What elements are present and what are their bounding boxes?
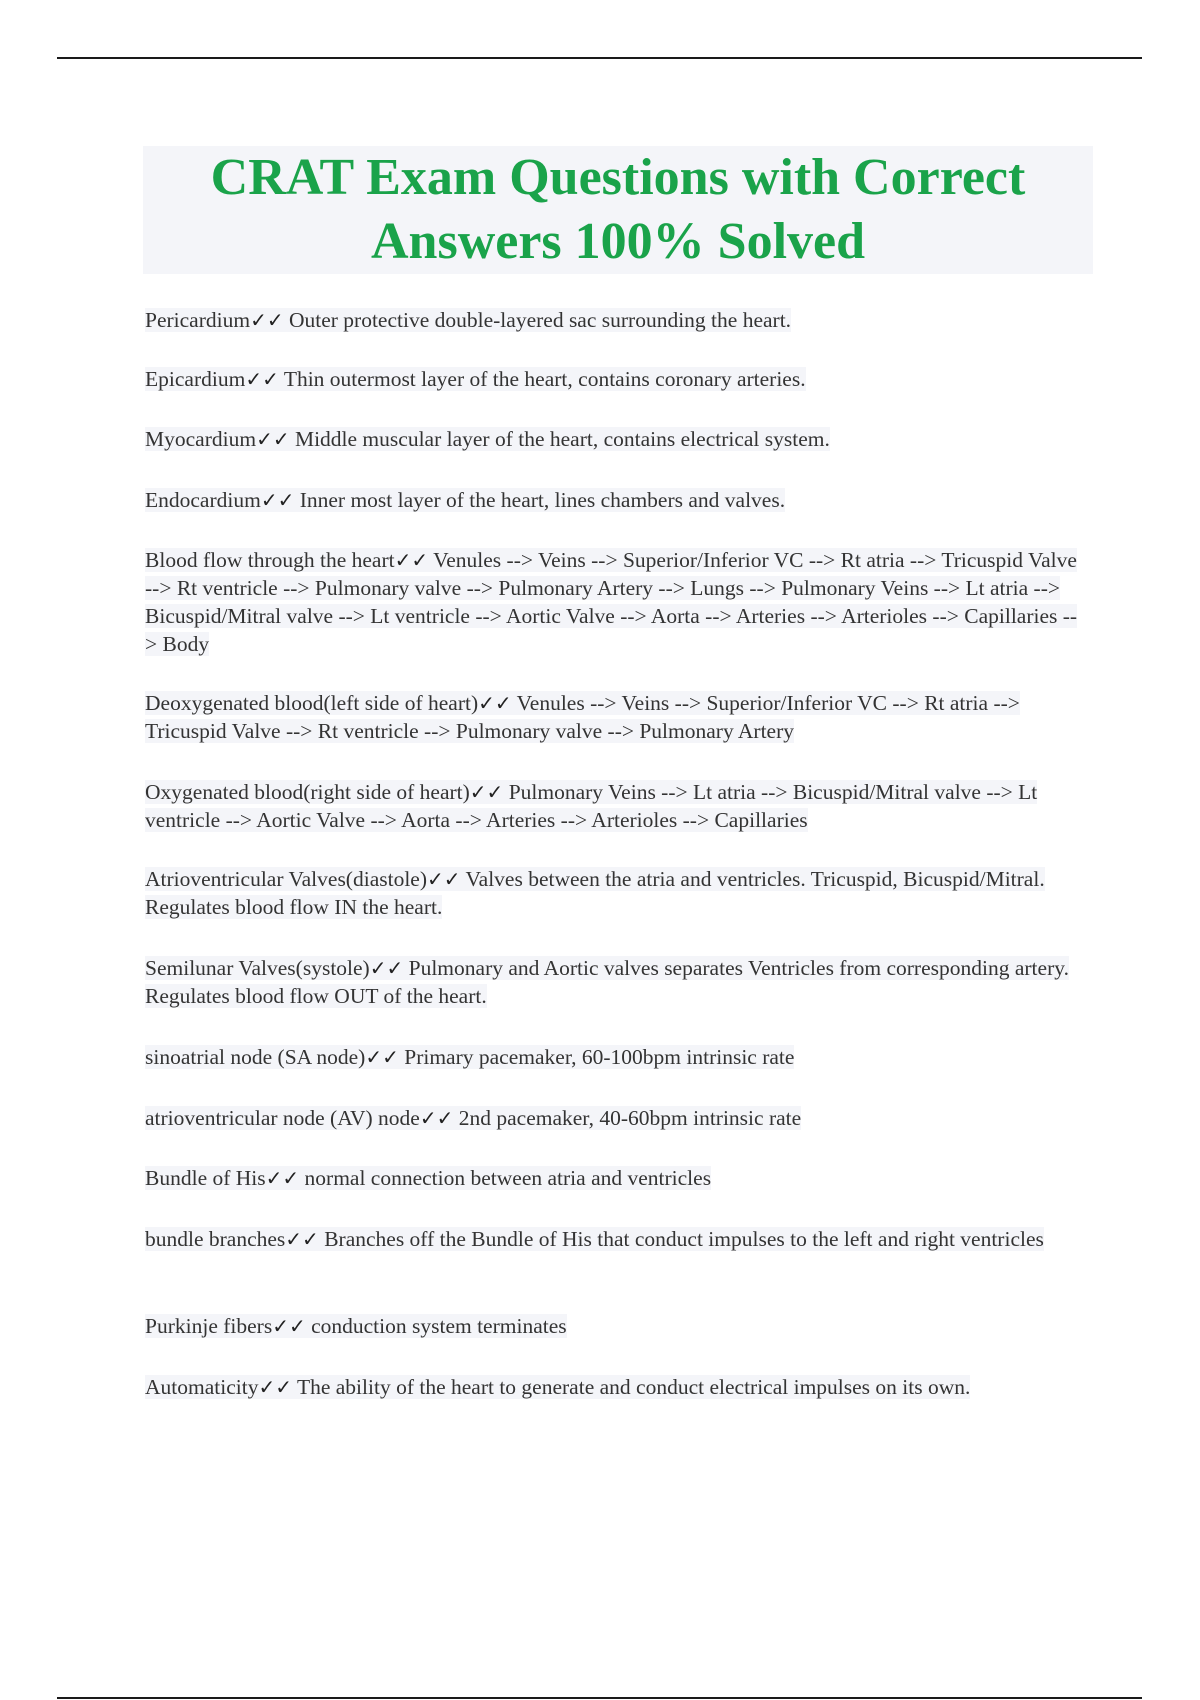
- check-icon: ✓✓: [250, 308, 284, 332]
- term-entry: [145, 778, 1085, 834]
- term-entry: [145, 865, 1085, 921]
- definition: Middle muscular layer of the heart, contains electrical system.: [289, 427, 830, 451]
- term-entry: [145, 425, 830, 453]
- bottom-rule: [57, 1697, 1142, 1699]
- term: Oxygenated blood(right side of heart): [145, 780, 470, 804]
- term: Myocardium: [145, 427, 257, 451]
- definition: Venules --> Veins --> Superior/Inferior VC --> Rt atria --> Tricuspid Valve --> Rt ventricle --> Pulmonary valve --> Pulmonary Artery: [145, 691, 1020, 743]
- term-entry: [145, 306, 791, 334]
- definition: conduction system terminates: [305, 1314, 567, 1338]
- check-icon: ✓✓: [265, 1166, 300, 1190]
- definition: 2nd pacemaker, 40-60bpm intrinsic rate: [453, 1106, 802, 1130]
- term-entry: [145, 1225, 1044, 1253]
- definition: Branches off the Bundle of His that conduct impulses to the left and right ventricles: [318, 1227, 1044, 1251]
- definition: The ability of the heart to generate and conduct electrical impulses on its own.: [291, 1375, 971, 1399]
- term: Epicardium: [145, 367, 246, 391]
- check-icon: ✓✓: [260, 488, 295, 512]
- term-entry: [145, 1373, 970, 1401]
- term: Automaticity: [145, 1375, 259, 1399]
- definition: Valves between the atria and ventricles. Tricuspid, Bicuspid/Mitral. Regulates blood flow IN the heart.: [145, 867, 1045, 919]
- check-icon: ✓✓: [272, 1314, 306, 1338]
- term: Purkinje fibers: [145, 1314, 273, 1338]
- definition: Venules --> Veins --> Superior/Inferior VC --> Rt atria --> Tricuspid Valve --> Rt ventricle --> Pulmonary valve --> Pulmonary Artery --> Lungs --> Pulmonary Veins --> Lt atria --> Bicuspid/Mitral valve --> Lt ventricle --> Aortic Valve --> Aorta --> Arteries --> Arterioles --> Capillaries --> Body: [145, 548, 1078, 656]
- document-title: CRAT Exam Questions with Correct Answers 100% Solved: [210, 149, 1026, 270]
- definition: Inner most layer of the heart, lines chambers and valves.: [294, 488, 786, 512]
- title-banner: [143, 146, 1093, 274]
- top-rule: [57, 57, 1142, 59]
- term-entry: [145, 1043, 794, 1071]
- term-entry: [145, 954, 1085, 1010]
- check-icon: ✓✓: [469, 780, 504, 804]
- term: Deoxygenated blood(left side of heart): [145, 691, 479, 715]
- term: Atrioventricular Valves(diastole): [145, 867, 427, 891]
- term: sinoatrial node (SA node): [145, 1045, 366, 1069]
- term: atrioventricular node (AV) node: [145, 1106, 420, 1130]
- term-entry: [145, 1312, 567, 1340]
- check-icon: ✓✓: [394, 548, 429, 572]
- definition: Outer protective double-layered sac surrounding the heart.: [283, 308, 792, 332]
- check-icon: ✓✓: [369, 956, 404, 980]
- check-icon: ✓✓: [427, 867, 461, 891]
- term: Semilunar Valves(systole): [145, 956, 370, 980]
- check-icon: ✓✓: [285, 1227, 319, 1251]
- term-entry: [145, 365, 806, 393]
- term-entry: [145, 1104, 801, 1132]
- check-icon: ✓✓: [365, 1045, 399, 1069]
- term: bundle branches: [145, 1227, 286, 1251]
- term: Blood flow through the heart: [145, 548, 395, 572]
- definition: Primary pacemaker, 60-100bpm intrinsic rate: [398, 1045, 795, 1069]
- check-icon: ✓✓: [258, 1375, 292, 1399]
- definition: Thin outermost layer of the heart, contains coronary arteries.: [278, 367, 806, 391]
- term-entry: [145, 1164, 711, 1192]
- check-icon: ✓✓: [478, 691, 512, 715]
- check-icon: ✓✓: [245, 367, 279, 391]
- definition: Pulmonary and Aortic valves separates Ventricles from corresponding artery. Regulates blood flow OUT of the heart.: [145, 956, 1069, 1008]
- check-icon: ✓✓: [419, 1106, 454, 1130]
- term: Endocardium: [145, 488, 261, 512]
- check-icon: ✓✓: [256, 427, 290, 451]
- term-entry: [145, 486, 785, 514]
- definition: Pulmonary Veins --> Lt atria --> Bicuspid/Mitral valve --> Lt ventricle --> Aortic Valve --> Aorta --> Arteries --> Arterioles --> Capillaries: [145, 780, 1038, 832]
- definition: normal connection between atria and ventricles: [299, 1166, 712, 1190]
- term: Bundle of His: [145, 1166, 266, 1190]
- term: Pericardium: [145, 308, 251, 332]
- term-entry: [145, 689, 1085, 745]
- term-entry: [145, 546, 1085, 658]
